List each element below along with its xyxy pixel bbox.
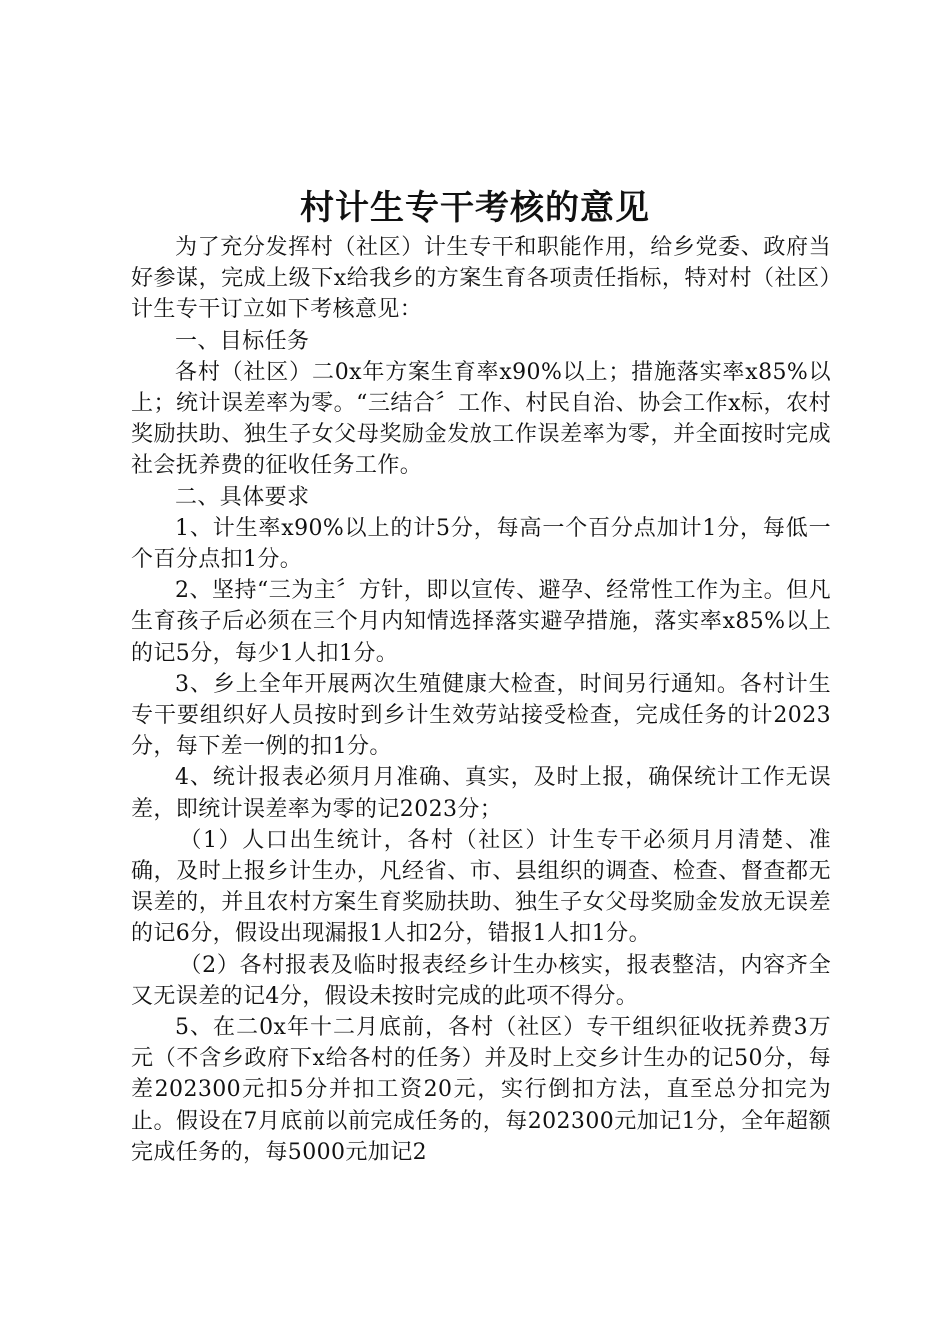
intro-paragraph: 为了充分发挥村（社区）计生专干和职能作用，给乡党委、政府当好参谋，完成上级下x给我乡的方案生育各项责任指标，特对村（社区）计生专干订立如下考核意见：: [131, 235, 831, 323]
requirement-item-4: 4、统计报表必须月月准确、真实，及时上报，确保统计工作无误差，即统计误差率为零的记2023分；: [131, 765, 831, 822]
requirement-item-2: 2、坚持“三为主〞方针，即以宣传、避孕、经常性工作为主。但凡生育孩子后必须在三个月内知情选择落实避孕措施，落实率x85%以上的记5分，每少1人扣1分。: [131, 578, 831, 666]
goals-paragraph: 各村（社区）二0x年方案生育率x90%以上；措施落实率x85%以上；统计误差率为零。“三结合〞工作、村民自治、协会工作x标，农村奖励扶助、独生子女父母奖励金发放工作误差率为零，并全面按时完成社会抚养费的征收任务工作。: [131, 359, 831, 479]
section-heading-requirements: 二、具体要求: [175, 484, 310, 510]
requirement-subitem-1: （1）人口出生统计，各村（社区）计生专干必须月月清楚、准确，及时上报乡计生办，凡经省、市、县组织的调查、检查、督查都无误差的，并且农村方案生育奖励扶助、独生子女父母奖励金发放无误差的记6分，假设出现漏报1人扣2分，错报1人扣1分。: [131, 827, 831, 947]
document-body: [131, 232, 831, 1168]
section-heading-goals: 一、目标任务: [175, 328, 310, 354]
requirement-item-5: 5、在二0x年十二月底前，各村（社区）专干组织征收抚养费3万元（不含乡政府下x给各村的任务）并及时上交乡计生办的记50分，每差202300元扣5分并扣工资20元，实行倒扣方法，直至总分扣完为止。假设在7月底前以前完成任务的，每202300元加记1分，全年超额完成任务的，每5000元加记2: [131, 1015, 831, 1165]
document-title: 村计生专干考核的意见: [300, 188, 650, 228]
requirement-item-3: 3、乡上全年开展两次生殖健康大检查，时间另行通知。各村计生专干要组织好人员按时到乡计生效劳站接受检查，完成任务的计2023分，每下差一例的扣1分。: [131, 671, 831, 760]
requirement-item-1: 1、计生率x90%以上的计5分，每高一个百分点加计1分，每低一个百分点扣1分。: [131, 515, 831, 573]
requirement-subitem-2: （2）各村报表及临时报表经乡计生办核实，报表整洁，内容齐全又无误差的记4分，假设未按时完成的此项不得分。: [131, 952, 831, 1009]
